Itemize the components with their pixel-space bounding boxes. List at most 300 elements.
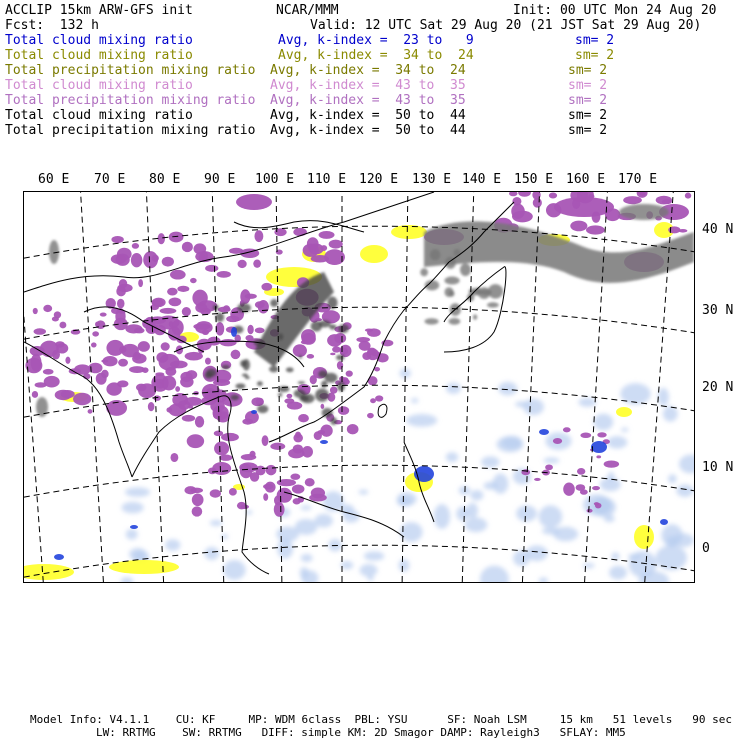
- purple-patch: [142, 367, 149, 373]
- legend-field: Total precipitation mixing ratio: [5, 63, 256, 78]
- legend-field: Total precipitation mixing ratio: [5, 123, 256, 138]
- gray-patch: [311, 321, 322, 332]
- light-blue-patch: [516, 505, 537, 521]
- legend-stat: Avg, k-index = 50 to 44: [270, 123, 466, 138]
- purple-patch: [138, 383, 156, 398]
- purple-patch: [319, 231, 335, 239]
- purple-patch: [220, 339, 237, 346]
- purple-patch: [685, 193, 691, 199]
- blue-patch: [251, 410, 257, 414]
- purple-patch: [604, 460, 619, 467]
- purple-patch: [240, 289, 250, 304]
- light-blue-patch: [465, 517, 488, 532]
- yellow-patch: [24, 564, 74, 580]
- map-canvas: [24, 192, 694, 582]
- legend-stat: Avg, k-index = 23 to 9: [278, 33, 474, 48]
- footer-physics-info: LW: RRTMG SW: RRTMG DIFF: simple KM: 2D Smagor DAMP: Rayleigh3 SFLAY: MM5: [96, 726, 626, 739]
- purple-patch: [623, 196, 642, 204]
- purple-patch: [332, 346, 341, 352]
- light-blue-patch: [364, 551, 384, 560]
- legend-field: Total cloud mixing ratio: [5, 48, 193, 63]
- purple-patch: [315, 318, 322, 321]
- purple-patch: [577, 468, 585, 475]
- purple-patch: [158, 233, 165, 244]
- purple-patch: [155, 372, 164, 376]
- purple-patch: [277, 479, 296, 486]
- latitude-line: [24, 465, 694, 499]
- latitude-label: 20 N: [702, 380, 734, 395]
- purple-patch: [596, 455, 601, 458]
- gray-patch: [430, 249, 441, 260]
- purple-patch: [231, 350, 241, 360]
- purple-patch: [293, 344, 307, 357]
- purple-patch: [61, 390, 75, 398]
- gray-patch: [294, 389, 306, 397]
- longitude-label: 170 E: [618, 172, 658, 187]
- longitude-label: 60 E: [38, 172, 70, 187]
- light-blue-patch: [607, 436, 627, 449]
- purple-patch: [101, 360, 108, 363]
- gray-patch: [269, 366, 278, 372]
- light-blue-patch: [125, 487, 150, 497]
- center-label: NCAR/MMM: [276, 3, 339, 18]
- light-blue-patch: [600, 478, 621, 491]
- purple-patch: [518, 192, 531, 197]
- light-blue-patch: [481, 456, 499, 467]
- longitude-label: 140 E: [462, 172, 502, 187]
- purple-patch: [214, 442, 229, 456]
- purple-patch: [117, 299, 125, 309]
- purple-patch: [192, 290, 207, 307]
- purple-patch: [293, 228, 307, 236]
- light-blue-patch: [621, 428, 628, 433]
- purple-patch: [31, 354, 42, 372]
- light-blue-patch: [679, 455, 694, 474]
- light-blue-patch: [210, 520, 223, 526]
- gray-patch: [449, 318, 461, 325]
- light-blue-patch: [277, 539, 293, 559]
- purple-patch: [132, 243, 139, 249]
- purple-patch: [160, 308, 177, 314]
- purple-patch: [367, 413, 374, 418]
- purple-patch: [553, 438, 562, 444]
- purple-patch: [597, 432, 606, 437]
- purple-patch: [512, 197, 521, 206]
- legend-stat: Avg, k-index = 50 to 44: [270, 108, 466, 123]
- longitude-label: 160 E: [566, 172, 606, 187]
- purple-patch: [43, 369, 54, 375]
- purple-patch: [253, 259, 261, 267]
- purple-patch: [263, 493, 268, 501]
- purple-patch: [195, 416, 204, 428]
- purple-patch: [346, 370, 353, 376]
- purple-patch: [205, 358, 211, 365]
- gray-patch: [278, 333, 283, 340]
- purple-patch: [370, 398, 376, 403]
- purple-patch: [172, 320, 184, 336]
- yellow-patch: [360, 245, 388, 263]
- purple-patch: [184, 397, 202, 406]
- purple-patch: [162, 376, 177, 391]
- purple-patch: [59, 322, 66, 329]
- purple-patch: [210, 489, 221, 497]
- light-blue-patch: [483, 482, 497, 490]
- purple-patch: [169, 232, 184, 243]
- blue-patch: [130, 525, 138, 529]
- blue-patch: [320, 440, 328, 444]
- purple-patch: [266, 465, 277, 475]
- purple-patch: [111, 236, 123, 243]
- purple-patch: [213, 405, 229, 420]
- light-blue-patch: [360, 564, 378, 576]
- purple-patch: [554, 197, 614, 217]
- legend-smoothing: sm= 2: [575, 33, 615, 48]
- purple-patch: [287, 402, 302, 410]
- legend-stat: Avg, k-index = 34 to 24: [278, 48, 474, 63]
- purple-patch: [580, 489, 588, 494]
- purple-patch: [213, 379, 230, 386]
- blue-patch: [231, 327, 237, 337]
- purple-patch: [217, 271, 231, 278]
- coastline: [24, 192, 434, 292]
- purple-patch: [134, 328, 145, 334]
- purple-patch: [229, 248, 243, 254]
- purple-patch: [166, 407, 172, 412]
- purple-patch: [293, 433, 303, 442]
- purple-patch: [192, 506, 203, 516]
- gray-patch: [36, 397, 48, 417]
- purple-patch: [254, 230, 263, 242]
- purple-patch: [247, 325, 253, 334]
- gray-patch: [337, 381, 345, 391]
- light-blue-patch: [668, 474, 677, 483]
- latitude-label: 10 N: [702, 460, 734, 475]
- light-blue-patch: [663, 406, 678, 422]
- purple-patch: [307, 354, 314, 359]
- purple-patch: [305, 478, 315, 486]
- purple-patch: [356, 337, 370, 342]
- light-blue-patch: [315, 514, 333, 528]
- light-blue-patch: [295, 519, 318, 535]
- gray-patch: [330, 417, 337, 425]
- purple-patch: [592, 486, 600, 490]
- purple-patch: [180, 376, 193, 387]
- light-blue-patch: [658, 388, 669, 406]
- purple-patch: [256, 398, 264, 406]
- light-blue-patch: [446, 452, 458, 462]
- legend-smoothing: sm= 2: [568, 78, 608, 93]
- purple-patch: [245, 335, 253, 341]
- gray-patch: [206, 369, 217, 377]
- gray-patch: [298, 381, 306, 384]
- light-blue-patch: [513, 550, 530, 566]
- gray-patch: [619, 204, 669, 220]
- purple-patch: [219, 455, 232, 461]
- gray-patch: [299, 355, 302, 359]
- purple-patch: [91, 342, 97, 347]
- longitude-label: 120 E: [359, 172, 399, 187]
- light-blue-patch: [434, 504, 450, 529]
- purple-patch: [190, 278, 197, 283]
- purple-patch: [138, 279, 143, 287]
- gray-patch: [318, 370, 327, 377]
- purple-patch: [212, 462, 231, 475]
- purple-patch: [88, 409, 93, 414]
- legend-smoothing: sm= 2: [568, 63, 608, 78]
- purple-patch: [205, 390, 215, 400]
- gray-patch: [487, 302, 499, 307]
- purple-patch: [170, 270, 186, 280]
- gray-patch: [257, 405, 268, 413]
- gray-patch: [425, 318, 439, 324]
- gray-patch: [270, 299, 278, 307]
- legend-field: Total cloud mixing ratio: [5, 78, 193, 93]
- purple-patch: [54, 311, 61, 318]
- light-blue-patch: [672, 533, 694, 547]
- purple-patch: [321, 245, 328, 251]
- purple-patch: [207, 337, 220, 346]
- yellow-patch: [391, 225, 427, 239]
- purple-patch: [218, 307, 231, 313]
- purple-patch: [362, 352, 371, 360]
- purple-patch: [92, 331, 99, 336]
- longitude-label: 150 E: [514, 172, 554, 187]
- title-text: ACCLIP 15km ARW-GFS init: [5, 3, 193, 18]
- light-blue-patch: [300, 505, 311, 510]
- light-blue-patch: [578, 398, 596, 407]
- light-blue-patch: [397, 492, 417, 506]
- coastline: [378, 404, 387, 417]
- purple-patch: [118, 359, 128, 367]
- blue-patch: [539, 429, 549, 435]
- purple-patch: [205, 265, 218, 272]
- gray-patch: [237, 303, 251, 312]
- purple-patch: [375, 395, 383, 401]
- gray-patch: [473, 314, 477, 319]
- legend-stat: Avg, k-index = 34 to 24: [270, 63, 466, 78]
- light-blue-patch: [497, 436, 524, 452]
- blue-patch: [660, 519, 668, 525]
- light-blue-patch: [594, 414, 614, 431]
- light-blue-patch: [126, 529, 138, 540]
- longitude-label: 100 E: [255, 172, 295, 187]
- legend-smoothing: sm= 2: [575, 48, 615, 63]
- light-blue-patch: [121, 577, 134, 582]
- light-blue-patch: [583, 563, 595, 568]
- light-blue-patch: [470, 490, 483, 501]
- yellow-patch: [109, 560, 179, 574]
- purple-patch: [119, 279, 127, 288]
- purple-patch: [320, 425, 332, 437]
- purple-patch: [255, 301, 265, 308]
- purple-patch: [594, 502, 599, 505]
- purple-patch: [170, 453, 178, 462]
- purple-patch: [131, 253, 142, 267]
- purple-patch: [32, 391, 38, 398]
- light-blue-patch: [609, 566, 627, 580]
- legend-smoothing: sm= 2: [568, 93, 608, 108]
- purple-patch: [152, 255, 159, 262]
- purple-patch: [177, 286, 189, 292]
- purple-patch: [580, 433, 591, 438]
- purple-patch: [509, 192, 517, 196]
- latitude-label: 30 N: [702, 303, 734, 318]
- purple-patch: [321, 404, 325, 409]
- purple-patch: [106, 340, 124, 356]
- latitude-label: 40 N: [702, 222, 734, 237]
- purple-patch: [73, 393, 91, 405]
- legend-stat: Avg, k-index = 43 to 35: [270, 78, 466, 93]
- purple-patch: [148, 402, 155, 411]
- gray-patch: [230, 395, 239, 401]
- purple-patch: [347, 424, 359, 434]
- purple-patch: [249, 451, 255, 457]
- blue-patch: [591, 441, 607, 453]
- gray-patch: [257, 381, 263, 386]
- longitude-label: 90 E: [204, 172, 236, 187]
- purple-patch: [115, 254, 129, 266]
- gray-patch: [243, 359, 250, 371]
- light-blue-patch: [542, 527, 560, 534]
- valid-time: Valid: 12 UTC Sat 29 Aug 20 (21 JST Sat 29 Aug 20): [310, 18, 702, 33]
- gray-patch: [222, 365, 230, 369]
- init-time: Init: 00 UTC Mon 24 Aug 20: [513, 3, 717, 18]
- purple-patch: [159, 354, 180, 371]
- light-blue-patch: [539, 577, 548, 582]
- purple-patch: [43, 305, 52, 312]
- light-blue-patch: [406, 414, 437, 427]
- legend-smoothing: sm= 2: [568, 123, 608, 138]
- gray-patch: [327, 297, 337, 309]
- longitude-label: 80 E: [149, 172, 181, 187]
- purple-patch: [40, 341, 59, 358]
- purple-patch: [309, 494, 327, 502]
- light-blue-patch: [122, 502, 144, 514]
- gray-patch: [478, 287, 490, 299]
- purple-patch: [169, 298, 182, 307]
- light-blue-patch: [523, 399, 544, 416]
- purple-patch: [132, 353, 146, 363]
- light-blue-patch: [301, 554, 313, 562]
- light-blue-patch: [246, 510, 252, 515]
- purple-patch: [511, 204, 524, 219]
- map-panel: [23, 191, 695, 583]
- purple-patch: [338, 406, 349, 415]
- light-blue-patch: [165, 539, 180, 551]
- purple-patch: [255, 327, 265, 333]
- purple-patch: [162, 257, 174, 267]
- light-blue-patch: [341, 561, 354, 569]
- purple-patch: [545, 464, 553, 470]
- purple-patch: [117, 380, 128, 387]
- gray-patch: [453, 249, 460, 257]
- longitude-line: [80, 192, 104, 582]
- blue-cloud-field: [54, 327, 668, 560]
- purple-patch: [182, 307, 191, 316]
- purple-patch: [195, 321, 212, 334]
- gray-patch: [329, 324, 336, 329]
- gray-patch: [245, 376, 250, 379]
- gray-patch: [420, 268, 428, 276]
- legend-field: Total cloud mixing ratio: [5, 108, 193, 123]
- purple-patch: [167, 288, 178, 296]
- purple-patch: [586, 225, 605, 234]
- blue-patch: [54, 554, 64, 560]
- purple-patch: [570, 221, 587, 232]
- yellow-patch: [616, 407, 632, 417]
- gray-patch: [235, 383, 245, 389]
- purple-patch: [190, 488, 203, 493]
- gray-patch: [444, 277, 459, 285]
- light-blue-patch: [205, 547, 220, 560]
- purple-patch: [587, 509, 593, 513]
- purple-patch: [44, 376, 60, 388]
- light-blue-patch: [656, 545, 687, 570]
- purple-patch: [290, 474, 300, 480]
- longitude-label: 110 E: [307, 172, 347, 187]
- legend-smoothing: sm= 2: [568, 108, 608, 123]
- gray-patch: [444, 287, 453, 297]
- light-blue-patch: [400, 522, 423, 542]
- light-blue-patch: [399, 559, 410, 572]
- gray-patch: [286, 367, 294, 372]
- purple-patch: [33, 308, 38, 314]
- purple-patch: [334, 333, 346, 343]
- purple-patch: [214, 431, 223, 437]
- legend-stat: Avg, k-index = 43 to 35: [270, 93, 466, 108]
- purple-patch: [65, 357, 70, 364]
- longitude-label: 130 E: [412, 172, 452, 187]
- purple-patch: [298, 414, 309, 422]
- purple-patch: [34, 328, 46, 334]
- footer-model-info: Model Info: V4.1.1 CU: KF MP: WDM 6class PBL: YSU SF: Noah LSM 15 km 51 levels 90 sec: [30, 713, 732, 726]
- purple-patch: [277, 488, 293, 503]
- light-blue-patch: [480, 566, 509, 582]
- purple-patch: [187, 434, 204, 448]
- purple-patch: [236, 194, 272, 210]
- purple-patch: [161, 342, 170, 351]
- purple-patch: [261, 283, 272, 291]
- light-blue-patch: [456, 507, 469, 521]
- purple-patch: [563, 483, 575, 496]
- purple-patch: [329, 240, 343, 249]
- purple-patch: [96, 320, 106, 329]
- legend-field: Total precipitation mixing ratio: [5, 93, 256, 108]
- latitude-label: 0: [702, 541, 710, 556]
- longitude-label: 70 E: [94, 172, 126, 187]
- coastline: [384, 262, 449, 342]
- purple-patch: [175, 386, 180, 392]
- light-blue-patch: [498, 382, 517, 395]
- purple-patch: [286, 394, 292, 399]
- purple-patch: [288, 448, 304, 458]
- gray-patch: [460, 263, 471, 276]
- purple-patch: [255, 466, 265, 476]
- purple-patch: [656, 196, 672, 205]
- purple-patch: [221, 433, 239, 441]
- purple-patch: [521, 469, 530, 475]
- light-blue-patch: [446, 383, 461, 394]
- purple-patch: [229, 488, 237, 496]
- purple-patch: [549, 193, 557, 199]
- yellow-patch: [634, 525, 654, 549]
- purple-patch: [330, 353, 335, 356]
- light-blue-patch: [539, 505, 562, 528]
- legend-field: Total cloud mixing ratio: [5, 33, 193, 48]
- purple-patch: [238, 260, 247, 268]
- gray-patch: [338, 324, 349, 333]
- purple-patch: [265, 482, 276, 493]
